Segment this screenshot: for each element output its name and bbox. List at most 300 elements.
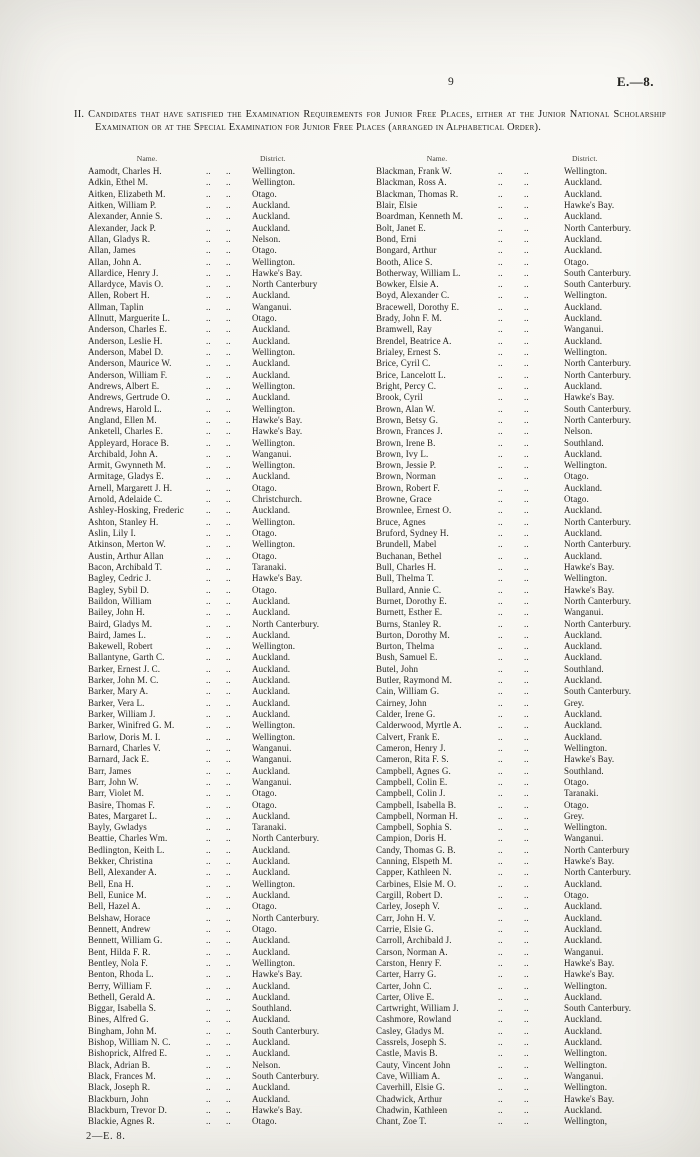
table-row xyxy=(88,913,376,924)
leader-dots: .. xyxy=(498,629,503,640)
candidate-name: Blackman, Frank W. xyxy=(376,166,452,176)
candidate-district: North Canterbury. xyxy=(252,618,320,629)
table-row xyxy=(88,415,376,426)
leader-dots: .. xyxy=(498,1093,503,1104)
leader-dots: .. xyxy=(226,539,231,550)
table-row xyxy=(376,245,664,256)
candidate-name: Allan, John A. xyxy=(88,256,142,267)
candidate-district: Taranaki. xyxy=(252,561,287,572)
table-row xyxy=(88,890,376,901)
leader-dots: .. xyxy=(498,369,503,380)
doc-reference: E.—8. xyxy=(616,74,654,89)
list-header-row xyxy=(376,152,664,166)
candidate-name: Calder, Irene G. xyxy=(376,709,436,719)
leader-dots: .. xyxy=(206,267,211,278)
candidate-district: South Canterbury. xyxy=(564,267,632,278)
candidate-district: Otago. xyxy=(564,799,589,810)
candidate-district: Hawke's Bay. xyxy=(252,1104,303,1115)
candidate-district: Otago. xyxy=(252,584,277,595)
leader-dots: .. xyxy=(226,482,231,493)
leader-dots: .. xyxy=(524,1048,529,1059)
leader-dots: .. xyxy=(226,166,231,176)
candidate-name: Barker, Vera L. xyxy=(88,697,145,708)
candidate-district: Wanganui. xyxy=(564,946,604,957)
leader-dots: .. xyxy=(498,776,503,787)
candidate-name: Blackman, Ross A. xyxy=(376,177,447,188)
candidate-name: Barker, Winifred G. M. xyxy=(88,720,175,731)
candidate-name: Bull, Charles H. xyxy=(376,561,437,572)
leader-dots: .. xyxy=(206,629,211,640)
table-row xyxy=(88,981,376,992)
leader-dots: .. xyxy=(226,810,231,821)
candidate-name: Ashton, Stanley H. xyxy=(88,516,159,527)
leader-dots: .. xyxy=(206,211,211,222)
leader-dots: .. xyxy=(498,561,503,572)
leader-dots: .. xyxy=(498,1116,503,1127)
table-row xyxy=(376,381,664,392)
candidate-name: Atkinson, Merton W. xyxy=(88,539,166,550)
leader-dots: .. xyxy=(206,709,211,719)
leader-dots: .. xyxy=(226,912,231,923)
candidate-name: Bond, Erni xyxy=(376,233,417,244)
candidate-district: Otago. xyxy=(564,776,589,787)
leader-dots: .. xyxy=(226,233,231,244)
leader-dots: .. xyxy=(206,731,211,742)
leader-dots: .. xyxy=(226,211,231,222)
candidate-district: North Canterbury. xyxy=(564,867,632,878)
table-row xyxy=(88,992,376,1003)
table-row xyxy=(376,1014,664,1025)
candidate-name: Cameron, Henry J. xyxy=(376,742,446,753)
candidate-name: Armit, Gwynneth M. xyxy=(88,460,166,471)
candidate-district: Auckland. xyxy=(252,765,291,776)
candidate-district: Auckland. xyxy=(564,1025,603,1036)
leader-dots: .. xyxy=(226,1025,231,1036)
leader-dots: .. xyxy=(206,561,211,572)
leader-dots: .. xyxy=(226,290,231,301)
table-row xyxy=(376,1116,664,1127)
candidate-district: Otago. xyxy=(252,788,277,799)
leader-dots: .. xyxy=(206,335,211,346)
leader-dots: .. xyxy=(524,742,529,753)
leader-dots: .. xyxy=(524,652,529,663)
candidate-district: Wellington. xyxy=(252,641,296,652)
candidate-district: Wellington. xyxy=(252,516,296,527)
candidate-district: Wanganui. xyxy=(252,742,292,753)
candidate-name: Brice, Lancelott L. xyxy=(376,369,446,380)
candidate-district: Wellington. xyxy=(252,460,296,471)
leader-dots: .. xyxy=(524,686,529,697)
table-row xyxy=(376,426,664,437)
candidate-name: Bacon, Archibald T. xyxy=(88,561,163,572)
leader-dots: .. xyxy=(498,426,503,437)
leader-dots: .. xyxy=(498,652,503,663)
table-row xyxy=(88,641,376,652)
leader-dots: .. xyxy=(206,844,211,855)
candidate-district: Wellington. xyxy=(252,437,296,448)
leader-dots: .. xyxy=(206,1025,211,1036)
leader-dots: .. xyxy=(524,890,529,900)
leader-dots: .. xyxy=(498,358,503,369)
list-header-row xyxy=(88,152,376,166)
table-row xyxy=(376,302,664,313)
candidate-district: Wellington. xyxy=(564,822,608,833)
table-row xyxy=(376,720,664,731)
table-row xyxy=(88,1060,376,1071)
candidate-name: Allan, Gladys R. xyxy=(88,233,151,244)
table-row xyxy=(88,494,376,505)
table-row xyxy=(88,1082,376,1093)
leader-dots: .. xyxy=(498,720,503,731)
leader-dots: .. xyxy=(498,980,503,991)
candidate-district: Christchurch. xyxy=(252,494,303,505)
leader-dots: .. xyxy=(498,663,503,674)
candidate-name: Campion, Doris H. xyxy=(376,833,447,844)
district-column-header: District. xyxy=(572,154,598,163)
leader-dots: .. xyxy=(226,799,231,810)
candidate-name: Carbines, Elsie M. O. xyxy=(376,878,457,889)
leader-dots: .. xyxy=(498,460,503,471)
candidate-name: Cairney, John xyxy=(376,697,427,708)
table-row xyxy=(88,596,376,607)
table-row xyxy=(88,257,376,268)
table-row xyxy=(88,675,376,686)
candidate-name: Boardman, Kenneth M. xyxy=(376,211,463,222)
candidate-district: Auckland. xyxy=(252,675,291,686)
candidate-district: Wellington. xyxy=(564,1059,608,1070)
candidate-district: Otago. xyxy=(252,1116,277,1127)
candidate-district: Otago. xyxy=(252,799,277,810)
candidate-name: Allardyce, Mavis O. xyxy=(88,279,164,290)
leader-dots: .. xyxy=(498,335,503,346)
leader-dots: .. xyxy=(498,324,503,335)
candidate-district: Otago. xyxy=(564,256,589,267)
candidate-name: Anderson, Charles E. xyxy=(88,324,167,335)
candidate-name: Cashmore, Rowland xyxy=(376,1014,452,1025)
leader-dots: .. xyxy=(498,878,503,889)
leader-dots: .. xyxy=(206,833,211,844)
candidate-name: Barker, John M. C. xyxy=(88,675,159,686)
candidate-name: Allan, James xyxy=(88,245,136,256)
candidate-name: Anketell, Charles E. xyxy=(88,426,163,437)
leader-dots: .. xyxy=(498,256,503,267)
table-row xyxy=(376,596,664,607)
candidate-name: Bekker, Christina xyxy=(88,856,153,867)
candidate-district: Wellington. xyxy=(252,731,296,742)
leader-dots: .. xyxy=(206,788,211,799)
candidate-district: Wellington. xyxy=(252,957,296,968)
candidate-district: Wellington. xyxy=(252,177,296,188)
candidate-name: Cargill, Robert D. xyxy=(376,890,443,900)
leader-dots: .. xyxy=(226,335,231,346)
table-row xyxy=(376,392,664,403)
leader-dots: .. xyxy=(206,856,211,867)
candidate-name: Black, Frances M. xyxy=(88,1071,156,1081)
table-row xyxy=(88,754,376,765)
candidate-district: Grey. xyxy=(564,810,585,821)
table-row xyxy=(376,494,664,505)
table-row xyxy=(376,845,664,856)
candidate-district: Auckland. xyxy=(252,652,291,663)
leader-dots: .. xyxy=(498,957,503,968)
leader-dots: .. xyxy=(206,720,211,731)
table-row xyxy=(376,211,664,222)
leader-dots: .. xyxy=(524,765,529,776)
candidate-name: Benton, Rhoda L. xyxy=(88,969,154,980)
leader-dots: .. xyxy=(524,494,529,505)
leader-dots: .. xyxy=(498,742,503,753)
leader-dots: .. xyxy=(226,618,231,629)
leader-dots: .. xyxy=(524,222,529,233)
candidate-district: Auckland. xyxy=(564,912,603,923)
candidate-district: Hawke's Bay. xyxy=(564,957,615,968)
leader-dots: .. xyxy=(524,256,529,267)
table-row xyxy=(376,800,664,811)
candidate-name: Cain, William G. xyxy=(376,686,440,697)
leader-dots: .. xyxy=(524,188,529,199)
table-row xyxy=(376,856,664,867)
candidate-name: Blackie, Agnes R. xyxy=(88,1116,155,1127)
leader-dots: .. xyxy=(498,810,503,821)
candidate-district: Auckland. xyxy=(564,878,603,889)
candidate-district: Auckland. xyxy=(564,177,603,188)
leader-dots: .. xyxy=(206,697,211,708)
leader-dots: .. xyxy=(226,324,231,335)
candidate-name: Barker, Mary A. xyxy=(88,686,149,697)
candidate-district: Auckland. xyxy=(252,471,291,482)
table-row xyxy=(88,969,376,980)
candidate-name: Cauty, Vincent John xyxy=(376,1059,451,1070)
leader-dots: .. xyxy=(498,448,503,459)
candidate-district: South Canterbury. xyxy=(564,686,632,697)
table-row xyxy=(376,562,664,573)
leader-dots: .. xyxy=(524,957,529,968)
candidate-district: Auckland. xyxy=(252,1093,291,1104)
leader-dots: .. xyxy=(206,448,211,459)
leader-dots: .. xyxy=(498,347,503,357)
leader-dots: .. xyxy=(524,426,529,437)
leader-dots: .. xyxy=(226,991,231,1002)
candidate-district: Auckland. xyxy=(252,211,291,222)
candidate-name: Ballantyne, Garth C. xyxy=(88,652,165,663)
leader-dots: .. xyxy=(498,301,503,312)
candidate-name: Brown, Robert F. xyxy=(376,482,440,493)
leader-dots: .. xyxy=(206,923,211,934)
leader-dots: .. xyxy=(206,550,211,561)
leader-dots: .. xyxy=(206,279,211,290)
candidate-name: Carter, Olive E. xyxy=(376,991,435,1002)
leader-dots: .. xyxy=(498,380,503,391)
candidate-district: Auckland. xyxy=(252,222,291,233)
leader-dots: .. xyxy=(498,901,503,912)
candidate-name: Botherway, William L. xyxy=(376,267,461,278)
leader-dots: .. xyxy=(206,573,211,584)
leader-dots: .. xyxy=(524,731,529,742)
leader-dots: .. xyxy=(524,969,529,980)
leader-dots: .. xyxy=(524,313,529,324)
candidate-name: Carter, Harry G. xyxy=(376,969,437,980)
table-row xyxy=(376,404,664,415)
candidate-district: Auckland. xyxy=(564,528,603,538)
candidate-district: Wellington. xyxy=(252,256,296,267)
candidate-name: Burton, Dorothy M. xyxy=(376,629,450,640)
table-row xyxy=(88,1026,376,1037)
candidate-name: Brice, Cyril C. xyxy=(376,358,431,369)
leader-dots: .. xyxy=(226,279,231,290)
table-row xyxy=(376,415,664,426)
leader-dots: .. xyxy=(206,1093,211,1104)
table-row xyxy=(376,234,664,245)
leader-dots: .. xyxy=(206,663,211,674)
table-row xyxy=(88,449,376,460)
candidate-district: Hawke's Bay. xyxy=(252,573,303,584)
candidate-name: Bakewell, Robert xyxy=(88,641,153,652)
table-row xyxy=(88,223,376,234)
leader-dots: .. xyxy=(498,516,503,527)
leader-dots: .. xyxy=(498,856,503,867)
leader-dots: .. xyxy=(498,188,503,199)
table-row xyxy=(376,1071,664,1082)
candidate-district: Auckland. xyxy=(252,1048,291,1059)
table-row xyxy=(88,539,376,550)
leader-dots: .. xyxy=(524,528,529,538)
candidate-name: Bishoprick, Alfred E. xyxy=(88,1048,168,1059)
table-row xyxy=(88,958,376,969)
table-row xyxy=(376,947,664,958)
leader-dots: .. xyxy=(226,358,231,369)
candidate-district: North Canterbury xyxy=(564,844,630,855)
candidate-district: Wellington, xyxy=(564,1116,608,1127)
candidate-district: Auckland. xyxy=(252,1082,291,1093)
leader-dots: .. xyxy=(226,1116,231,1127)
leader-dots: .. xyxy=(498,267,503,278)
table-row xyxy=(376,279,664,290)
name-column-header: Name. xyxy=(136,154,158,163)
leader-dots: .. xyxy=(206,290,211,301)
leader-dots: .. xyxy=(524,267,529,278)
leader-dots: .. xyxy=(524,324,529,335)
table-row xyxy=(376,1082,664,1093)
candidate-district: Wanganui. xyxy=(564,607,604,618)
candidate-name: Baird, Gladys M. xyxy=(88,618,153,629)
leader-dots: .. xyxy=(498,528,503,538)
candidate-name: Austin, Arthur Allan xyxy=(88,550,164,561)
candidate-name: Booth, Alice S. xyxy=(376,256,433,267)
candidate-district: Auckland. xyxy=(252,686,291,697)
leader-dots: .. xyxy=(206,867,211,878)
candidate-district: Auckland. xyxy=(252,392,291,403)
leader-dots: .. xyxy=(524,437,529,448)
leader-dots: .. xyxy=(226,177,231,188)
leader-dots: .. xyxy=(524,1025,529,1036)
leader-dots: .. xyxy=(226,709,231,719)
candidate-name: Belshaw, Horace xyxy=(88,912,151,923)
leader-dots: .. xyxy=(226,245,231,256)
leader-dots: .. xyxy=(524,675,529,686)
leader-dots: .. xyxy=(226,1093,231,1104)
candidate-name: Appleyard, Horace B. xyxy=(88,437,169,448)
leader-dots: .. xyxy=(226,923,231,934)
leader-dots: .. xyxy=(226,878,231,889)
table-row xyxy=(376,257,664,268)
leader-dots: .. xyxy=(524,414,529,425)
candidate-district: Auckland. xyxy=(252,935,291,946)
table-row xyxy=(376,471,664,482)
table-row xyxy=(88,879,376,890)
table-row xyxy=(376,573,664,584)
candidate-name: Chant, Zoe T. xyxy=(376,1116,427,1127)
table-row xyxy=(376,200,664,211)
leader-dots: .. xyxy=(226,901,231,912)
leader-dots: .. xyxy=(206,460,211,471)
candidate-name: Bailey, John H. xyxy=(88,607,145,618)
leader-dots: .. xyxy=(498,641,503,652)
candidate-name: Brundell, Mabel xyxy=(376,539,437,550)
leader-dots: .. xyxy=(524,867,529,878)
leader-dots: .. xyxy=(206,1037,211,1048)
candidate-district: Auckland. xyxy=(252,595,291,606)
table-row xyxy=(376,347,664,358)
leader-dots: .. xyxy=(524,573,529,584)
leader-dots: .. xyxy=(206,946,211,957)
leader-dots: .. xyxy=(226,516,231,527)
table-row xyxy=(376,1060,664,1071)
table-row xyxy=(88,426,376,437)
leader-dots: .. xyxy=(206,822,211,833)
leader-dots: .. xyxy=(524,460,529,471)
leader-dots: .. xyxy=(524,199,529,210)
leader-dots: .. xyxy=(226,890,231,900)
leader-dots: .. xyxy=(226,188,231,199)
table-row xyxy=(376,833,664,844)
leader-dots: .. xyxy=(498,867,503,878)
leader-dots: .. xyxy=(226,584,231,595)
leader-dots: .. xyxy=(206,641,211,652)
candidate-name: Browne, Grace xyxy=(376,494,432,505)
table-row xyxy=(376,324,664,335)
table-row xyxy=(88,652,376,663)
table-row xyxy=(88,1048,376,1059)
leader-dots: .. xyxy=(498,471,503,482)
candidate-name: Black, Adrian B. xyxy=(88,1059,151,1070)
leader-dots: .. xyxy=(498,199,503,210)
leader-dots: .. xyxy=(206,471,211,482)
table-row xyxy=(376,1037,664,1048)
candidate-district: Auckland. xyxy=(252,844,291,855)
leader-dots: .. xyxy=(206,991,211,1002)
candidate-name: Carson, Norman A. xyxy=(376,946,448,957)
leader-dots: .. xyxy=(206,516,211,527)
candidate-name: Arnold, Adelaide C. xyxy=(88,494,163,505)
candidate-name: Andrews, Gertrude O. xyxy=(88,392,170,403)
candidate-name: Carter, John C. xyxy=(376,980,432,991)
candidate-name: Aitken, William P. xyxy=(88,199,157,210)
table-row xyxy=(376,336,664,347)
candidate-name: Basire, Thomas F. xyxy=(88,799,155,810)
leader-dots: .. xyxy=(226,471,231,482)
candidate-name: Cartwright, William J. xyxy=(376,1003,459,1014)
candidate-name: Bennett, Andrew xyxy=(88,923,151,934)
candidate-name: Anderson, Maurice W. xyxy=(88,358,172,369)
candidate-district: Hawke's Bay. xyxy=(564,392,615,403)
candidate-name: Carroll, Archibald J. xyxy=(376,935,452,946)
table-row xyxy=(376,664,664,675)
candidate-name: Adkin, Ethel M. xyxy=(88,177,148,188)
candidate-district: North Canterbury. xyxy=(252,833,320,844)
candidate-district: Auckland. xyxy=(252,1014,291,1025)
leader-dots: .. xyxy=(498,822,503,833)
leader-dots: .. xyxy=(206,810,211,821)
